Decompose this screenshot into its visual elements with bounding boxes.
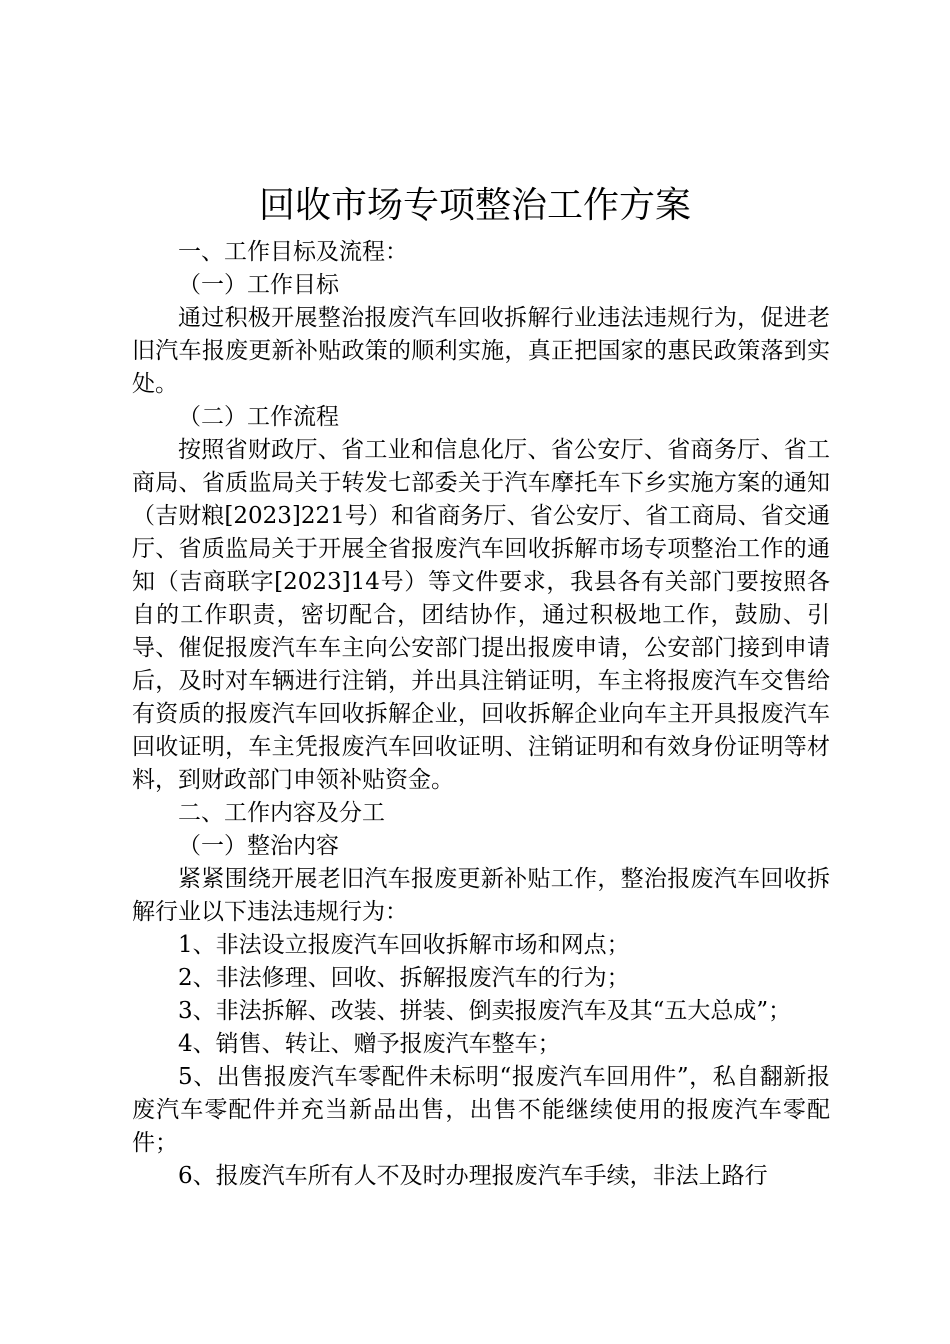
document-body xyxy=(132,236,830,1193)
paragraph-content-intro: 紧紧围绕开展老旧汽车报废更新补贴工作，整治报废汽车回收拆解行业以下违法违规行为： xyxy=(132,866,830,925)
paragraph-goal: 通过积极开展整治报废汽车回收拆解行业违法违规行为，促进老旧汽车报废更新补贴政策的顺利实施，真正把国家的惠民政策落到实处。 xyxy=(132,305,830,397)
paragraph-process: 按照省财政厅、省工业和信息化厅、省公安厅、省商务厅、省工商局、省质监局关于转发七部委关于汽车摩托车下乡实施方案的通知（吉财粮[2023]221号）和省商务厅、省公安厅、省工商局、省交通厅、省质监局关于开展全省报废汽车回收拆解市场专项整治工作的通知（吉商联字[2023]14号）等文件要求，我县各有关部门要按照各自的工作职责，密切配合，团结协作，通过积极地工作，鼓励、引导、催促报废汽车车主向公安部门提出报废申请，公安部门接到申请后，及时对车辆进行注销，并出具注销证明，车主将报废汽车交售给有资质的报废汽车回收拆解企业，回收拆解企业向车主开具报废汽车回收证明，车主凭报废汽车回收证明、注销证明和有效身份证明等材料，到财政部门申领补贴资金。 xyxy=(132,437,830,793)
list-item-3: 3、非法拆解、改装、拼装、倒卖报废汽车及其“五大总成”； xyxy=(178,998,792,1024)
list-item-6: 6、报废汽车所有人不及时办理报废汽车手续，非法上路行 xyxy=(178,1163,768,1189)
list-item-4: 4、销售、转让、赠予报废汽车整车； xyxy=(178,1031,561,1057)
list-item-5: 5、出售报废汽车零配件未标明“报废汽车回用件”，私自翻新报废汽车零配件并充当新品出售，出售不能继续使用的报废汽车零配件； xyxy=(132,1064,830,1156)
section-heading-1: 一、工作目标及流程： xyxy=(178,239,408,265)
subsection-heading-1-1: （一）工作目标 xyxy=(178,272,339,298)
document-title: 回收市场专项整治工作方案 xyxy=(258,185,691,226)
subsection-heading-2-1: （一）整治内容 xyxy=(178,833,339,859)
list-item-2: 2、非法修理、回收、拆解报废汽车的行为； xyxy=(178,965,630,991)
list-item-1: 1、非法设立报废汽车回收拆解市场和网点； xyxy=(178,932,630,958)
section-heading-2: 二、工作内容及分工 xyxy=(178,800,385,826)
subsection-heading-1-2: （二）工作流程 xyxy=(178,404,339,430)
